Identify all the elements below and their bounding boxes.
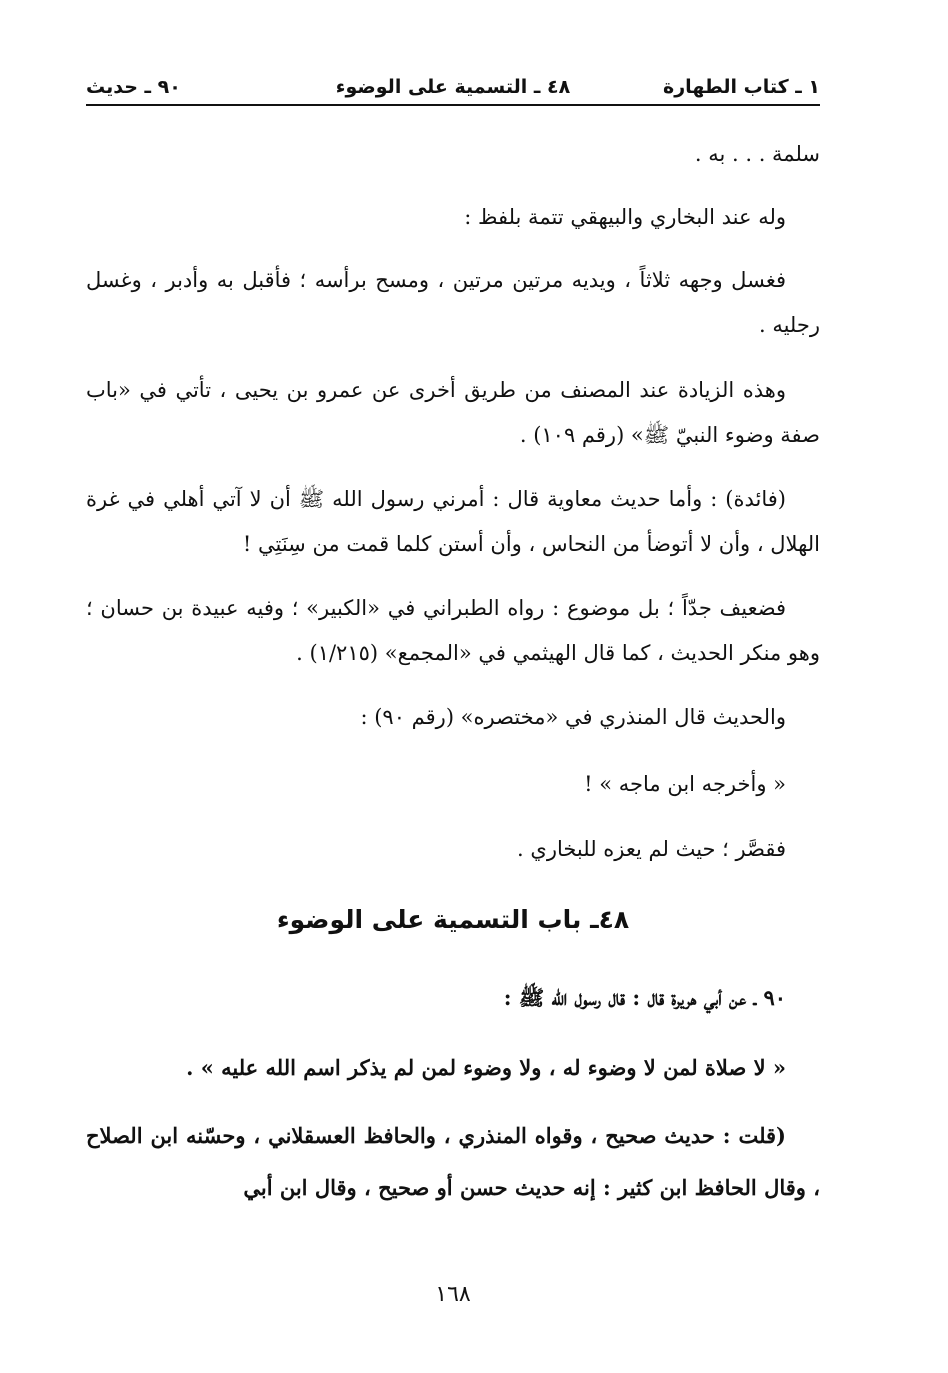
hadith-note: (قلت : حديث صحيح ، وقواه المنذري ، والحافظ العسقلاني ، وحسّنه ابن الصلاح ، وقال الحافظ ابن كثير : إنه حديث حسن أو صحيح ، وقال ابن أبي (86, 1123, 820, 1200)
header-chapter-title: ٤٨ ـ التسمية على الوضوء (335, 76, 571, 98)
paragraph-faida: (فائدة) : وأما حديث معاوية قال : أمرني رسول الله ﷺ أن لا آتي أهلي في غرة الهلال ، وأن لا أتوضأ من النحاس ، وأن أستن كلما قمت من سِنَتِي ! (86, 487, 820, 556)
paragraph-ibn-majah: « وأخرجه ابن ماجه » ! (584, 772, 786, 796)
hadith-text: « لا صلاة لمن لا وضوء له ، ولا وضوء لمن لم يذكر اسم الله عليه » . (186, 1055, 786, 1080)
paragraph-daif: فضعيف جدّاً ؛ بل موضوع : رواه الطبراني في «الكبير» ؛ وفيه عبيدة بن حسان ؛ وهو منكر الحديث ، كما قال الهيثمي في «المجمع» (١/٢١٥) . (86, 596, 820, 665)
chapter-title: ٤٨ـ باب التسمية على الوضوء (276, 905, 630, 934)
paragraph-qassara: فقصَّر ؛ حيث لم يعزه للبخاري . (517, 837, 786, 861)
paragraph-bukhari-addition: وله عند البخاري والبيهقي تتمة بلفظ : (464, 205, 786, 229)
paragraph-quote-wudu: فغسل وجهه ثلاثاً ، ويديه مرتين مرتين ، ومسح برأسه ؛ فأقبل به وأدبر ، وغسل رجليه . (86, 268, 820, 337)
paragraph-continuation: سلمة . . . به . (694, 142, 820, 166)
header-hadith-number: ٩٠ ـ حديث (86, 76, 181, 98)
paragraph-ziyada: وهذه الزيادة عند المصنف من طريق أخرى عن عمرو بن يحيى ، تأتي في «باب صفة وضوء النبيّ ﷺ» (رقم ١٠٩) . (86, 378, 820, 447)
running-header (86, 70, 820, 106)
page-number: ١٦٨ (435, 1282, 471, 1307)
hadith-intro: ٩٠ ـ عن أبي هريرة قال : قال رسول الله ﷺ : (503, 985, 786, 1010)
book-page (86, 70, 820, 1330)
paragraph-mundhiri: والحديث قال المنذري في «مختصره» (رقم ٩٠) : (360, 705, 786, 729)
header-book-title: ١ ـ كتاب الطهارة (663, 76, 820, 98)
